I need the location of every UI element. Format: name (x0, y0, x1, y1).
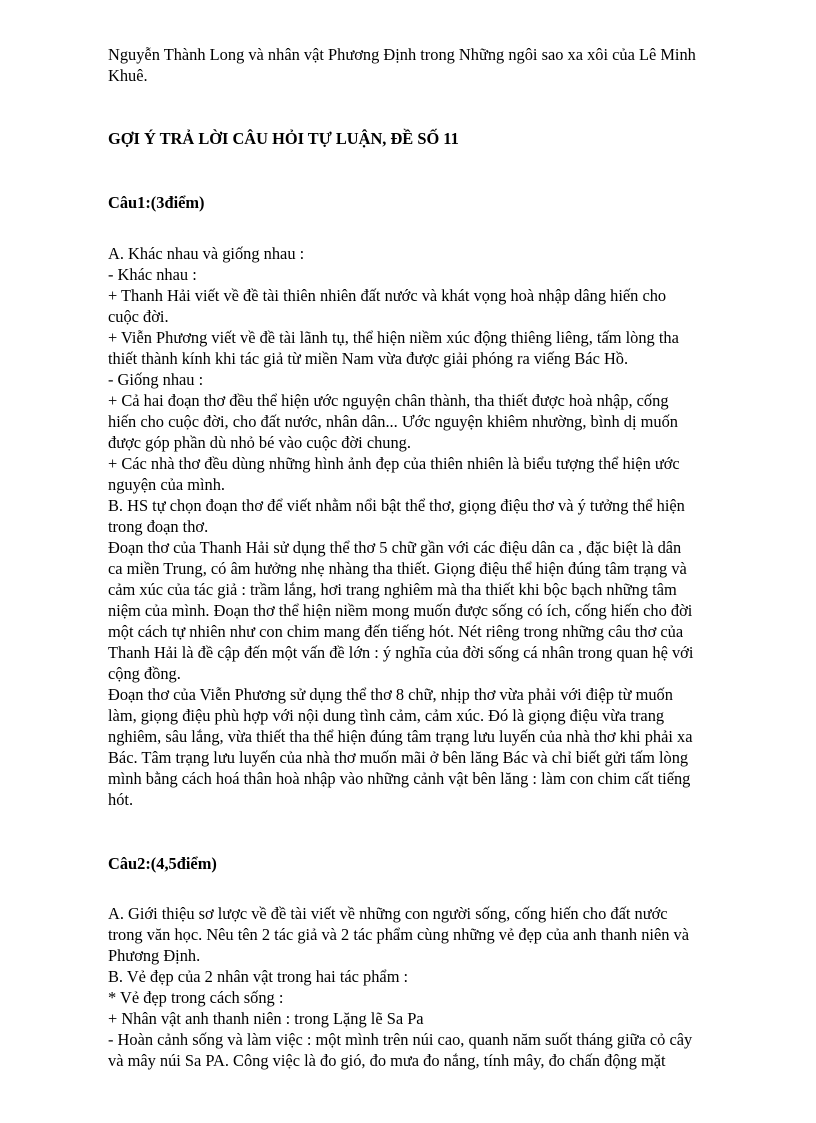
text-line: cảm xúc của tác giả : trầm lắng, hơi trang nghiêm mà tha thiết khi bộc bạch những tâm (108, 580, 677, 599)
text-line: làm, giọng điệu phù hợp với nội dung tình cảm, cảm xúc. Đó là giọng điệu vừa trang (108, 706, 665, 725)
intro-paragraph (108, 44, 748, 86)
text-line: A. Khác nhau và giống nhau : (108, 244, 305, 263)
text-line: một cách tự nhiên như con chim mang đến tiếng hót. Nét riêng trong những câu thơ của (108, 622, 684, 641)
text-line: + Thanh Hải viết về đề tài thiên nhiên đất nước và khát vọng hoà nhập dâng hiến cho (108, 286, 667, 305)
text-line: hiến cho cuộc đời, cho đất nước, nhân dân... Ước nguyện khiêm nhường, bình dị muốn (108, 412, 678, 431)
text-line: * Vẻ đẹp trong cách sống : (108, 988, 284, 1007)
text-line: + Các nhà thơ đều dùng những hình ảnh đẹp của thiên nhiên là biểu tượng thể hiện ước (108, 454, 680, 473)
question-1-heading: Câu1:(3điểm) (108, 193, 205, 212)
text-line: B. Vẻ đẹp của 2 nhân vật trong hai tác phẩm : (108, 967, 409, 986)
text-line: nghiêm, sâu lắng, vừa thiết tha thể hiện đúng tâm trạng lưu luyến của nhà thơ khi phải xa (108, 727, 693, 746)
text-line: được góp phần dù nhỏ bé vào cuộc đời chung. (108, 433, 411, 452)
text-line: Khuê. (108, 66, 148, 85)
text-line: nguyện của mình. (108, 475, 225, 494)
text-line: mình bằng cách hoá thân hoà nhập vào những cảnh vật bên lăng : làm con chim cất tiếng (108, 769, 691, 788)
text-line: Phương Định. (108, 946, 201, 965)
question-2-heading: Câu2:(4,5điểm) (108, 854, 217, 873)
text-line: Bác. Tâm trạng lưu luyến của nhà thơ muốn mãi ở bên lăng Bác và chỉ biết gửi tấm lòng (108, 748, 689, 767)
text-line: cộng đồng. (108, 664, 181, 683)
text-line: hót. (108, 790, 134, 809)
text-line: và mây núi Sa PA. Công việc là đo gió, đo mưa đo nắng, tính mây, đo chấn động mặt (108, 1051, 666, 1070)
text-line: trong văn học. Nêu tên 2 tác giả và 2 tác phẩm cùng những vẻ đẹp của anh thanh niên và (108, 925, 689, 944)
text-line: Nguyễn Thành Long và nhân vật Phương Định trong Những ngôi sao xa xôi của Lê Minh (108, 45, 696, 64)
main-heading: GỢI Ý TRẢ LỜI CÂU HỎI TỰ LUẬN, ĐỀ SỐ 11 (108, 129, 459, 148)
question-1-answer (108, 243, 748, 810)
text-line: thiết thành kính khi tác giả từ miền Nam vừa được giải phóng ra viếng Bác Hồ. (108, 349, 629, 368)
document-page (108, 44, 748, 1071)
text-line: + Viễn Phương viết về đề tài lãnh tụ, thể hiện niềm xúc động thiêng liêng, tấm lòng tha (108, 328, 679, 347)
text-line: B. HS tự chọn đoạn thơ để viết nhằm nổi bật thể thơ, giọng điệu thơ và ý tưởng thể hiện (108, 496, 685, 515)
text-line: ca miền Trung, có âm hưởng nhẹ nhàng tha thiết. Giọng điệu thể hiện đúng tâm trạng và (108, 559, 687, 578)
text-line: + Cả hai đoạn thơ đều thể hiện ước nguyện chân thành, tha thiết được hoà nhập, cống (108, 391, 669, 410)
text-line: Thanh Hải là đề cập đến một vấn đề lớn : ý nghĩa của đời sống cá nhân trong quan hệ với (108, 643, 694, 662)
text-line: - Hoàn cảnh sống và làm việc : một mình trên núi cao, quanh năm suốt tháng giữa cỏ cây (108, 1030, 693, 1049)
text-line: Đoạn thơ của Viễn Phương sử dụng thể thơ 8 chữ, nhịp thơ vừa phải với điệp từ muốn (108, 685, 673, 704)
text-line: A. Giới thiệu sơ lược về đề tài viết về những con người sống, cống hiến cho đất nước (108, 904, 668, 923)
text-line: + Nhân vật anh thanh niên : trong Lặng lẽ Sa Pa (108, 1009, 424, 1028)
question-2-answer (108, 903, 748, 1071)
text-line: trong đoạn thơ. (108, 517, 209, 536)
text-line: Đoạn thơ của Thanh Hải sử dụng thể thơ 5 chữ gần với các điệu dân ca , đặc biệt là dân (108, 538, 682, 557)
text-line: cuộc đời. (108, 307, 169, 326)
text-line: niệm của mình. Đoạn thơ thể hiện niềm mong muốn được sống có ích, cống hiến cho đời (108, 601, 693, 620)
text-line: - Khác nhau : (108, 265, 197, 284)
text-line: - Giống nhau : (108, 370, 204, 389)
